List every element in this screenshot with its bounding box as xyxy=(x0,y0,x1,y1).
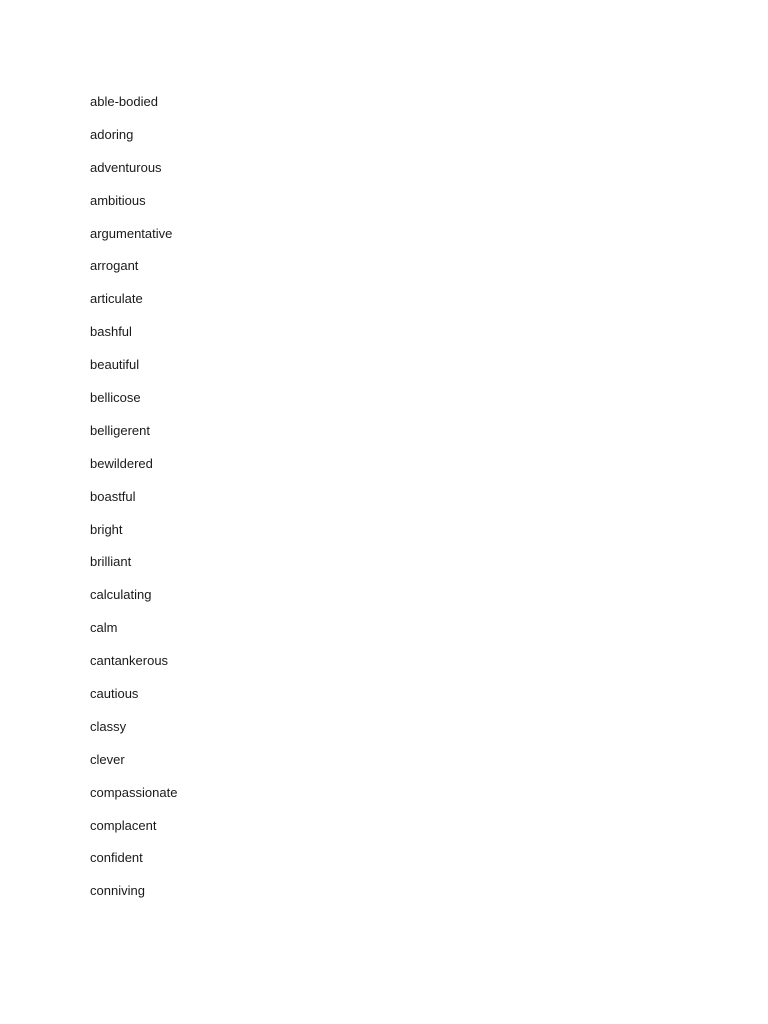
list-item: belligerent xyxy=(90,422,150,438)
list-item: calm xyxy=(90,620,118,636)
list-item: compassionate xyxy=(90,784,178,800)
list-item: argumentative xyxy=(90,225,173,241)
list-item: complacent xyxy=(90,817,157,833)
list-item: adoring xyxy=(90,126,134,142)
word-list xyxy=(90,93,177,915)
list-item: arrogant xyxy=(90,258,139,274)
list-item: beautiful xyxy=(90,357,140,373)
list-item: calculating xyxy=(90,587,152,603)
list-item: conniving xyxy=(90,883,145,899)
list-item: bright xyxy=(90,521,123,537)
list-item: classy xyxy=(90,718,127,734)
list-item: cautious xyxy=(90,686,139,702)
list-item: articulate xyxy=(90,291,143,307)
list-item: bewildered xyxy=(90,455,153,471)
list-item: cantankerous xyxy=(90,653,169,669)
list-item: clever xyxy=(90,751,125,767)
list-item: boastful xyxy=(90,488,136,504)
list-item: adventurous xyxy=(90,159,162,175)
list-item: confident xyxy=(90,850,143,866)
list-item: bashful xyxy=(90,324,132,340)
list-item: bellicose xyxy=(90,390,141,406)
list-item: ambitious xyxy=(90,192,146,208)
list-item: able-bodied xyxy=(90,94,158,109)
list-item: brilliant xyxy=(90,554,132,570)
